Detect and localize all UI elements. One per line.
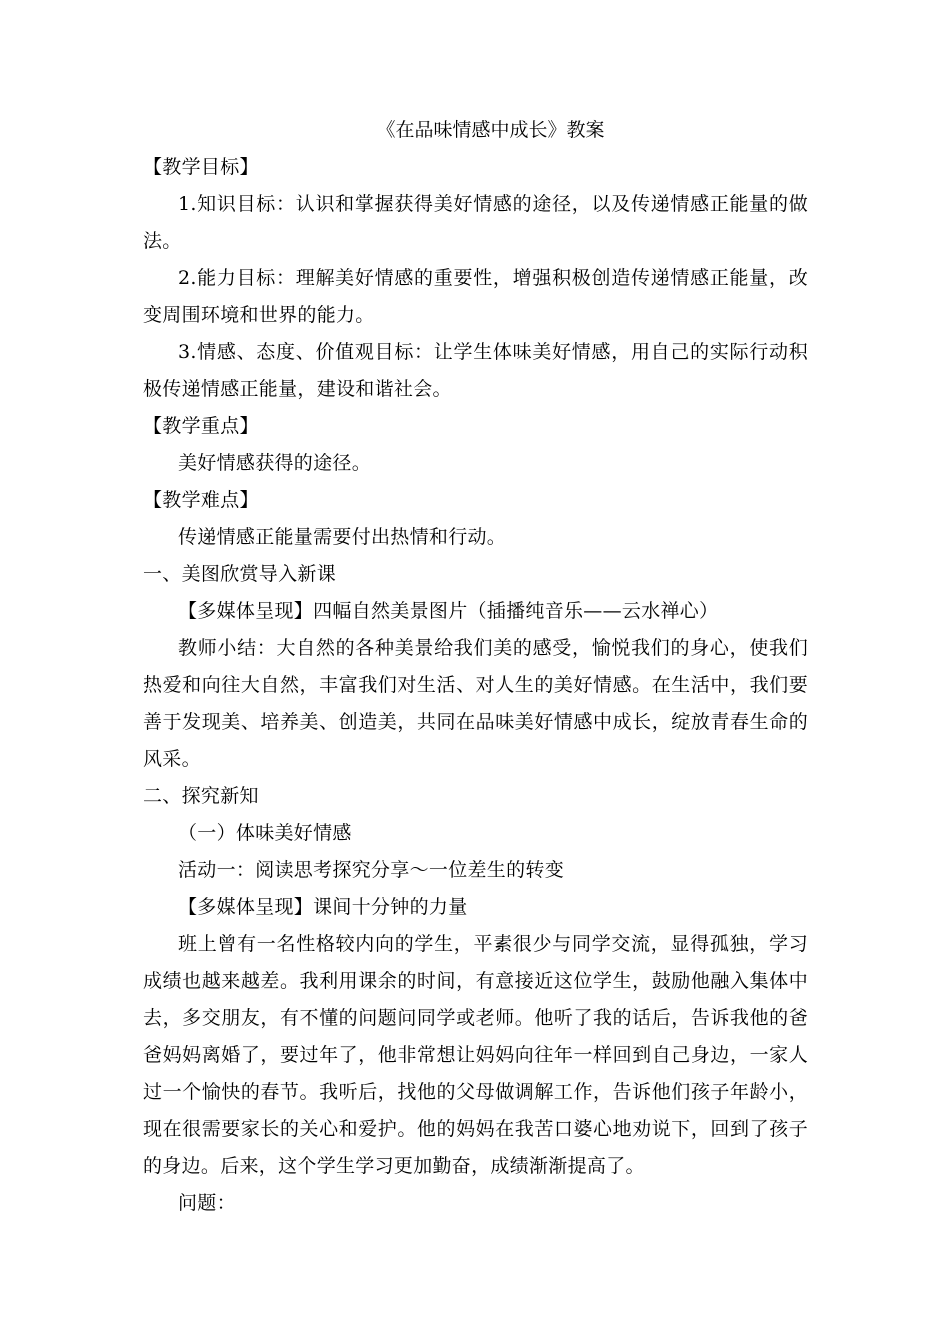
part-one-summary: 教师小结：大自然的各种美景给我们美的感受，愉悦我们的身心，使我们热爱和向往大自然，丰富我们对生活、对人生的美好情感。在生活中，我们要善于发现美、培养美、创造美，共同在品味美好情感中成长，绽放青春生命的风采。	[143, 637, 808, 770]
difficulty-heading: 【教学难点】	[143, 489, 259, 511]
document-body	[143, 112, 808, 1222]
goals-heading: 【教学目标】	[143, 156, 259, 178]
goal-emotion: 3.情感、态度、价值观目标：让学生体味美好情感，用自己的实际行动积极传递情感正能量，建设和谐社会。	[143, 341, 808, 400]
key-point-heading: 【教学重点】	[143, 415, 259, 437]
question-label: 问题：	[178, 1192, 236, 1214]
key-point-text: 美好情感获得的途径。	[178, 452, 372, 474]
story-paragraph: 班上曾有一名性格较内向的学生，平素很少与同学交流，显得孤独，学习成绩也越来越差。我利用课余的时间，有意接近这位学生，鼓励他融入集体中去，多交朋友，有不懂的问题问同学或老师。他听了我的话后，告诉我他的爸爸妈妈离婚了，要过年了，他非常想让妈妈向往年一样回到自己身边，一家人过一个愉快的春节。我听后，找他的父母做调解工作，告诉他们孩子年龄小，现在很需要家长的关心和爱护。他的妈妈在我苦口婆心地劝说下，回到了孩子的身边。后来，这个学生学习更加勤奋，成绩渐渐提高了。	[143, 933, 808, 1177]
part-two-subheading: （一）体味美好情感	[178, 822, 352, 844]
difficulty-text: 传递情感正能量需要付出热情和行动。	[178, 526, 507, 548]
goal-knowledge: 1.知识目标：认识和掌握获得美好情感的途径，以及传递情感正能量的做法。	[143, 193, 808, 252]
activity-one: 活动一：阅读思考探究分享～一位差生的转变	[178, 859, 565, 881]
part-one-media: 【多媒体呈现】四幅自然美景图片（插播纯音乐——云水禅心）	[178, 600, 719, 622]
goal-ability: 2.能力目标：理解美好情感的重要性，增强积极创造传递情感正能量，改变周围环境和世界的能力。	[143, 267, 808, 326]
part-one-heading: 一、美图欣赏导入新课	[143, 563, 337, 585]
document-title: 《在品味情感中成长》教案	[376, 119, 605, 141]
part-two-media: 【多媒体呈现】课间十分钟的力量	[178, 896, 468, 918]
part-two-heading: 二、探究新知	[143, 785, 259, 807]
